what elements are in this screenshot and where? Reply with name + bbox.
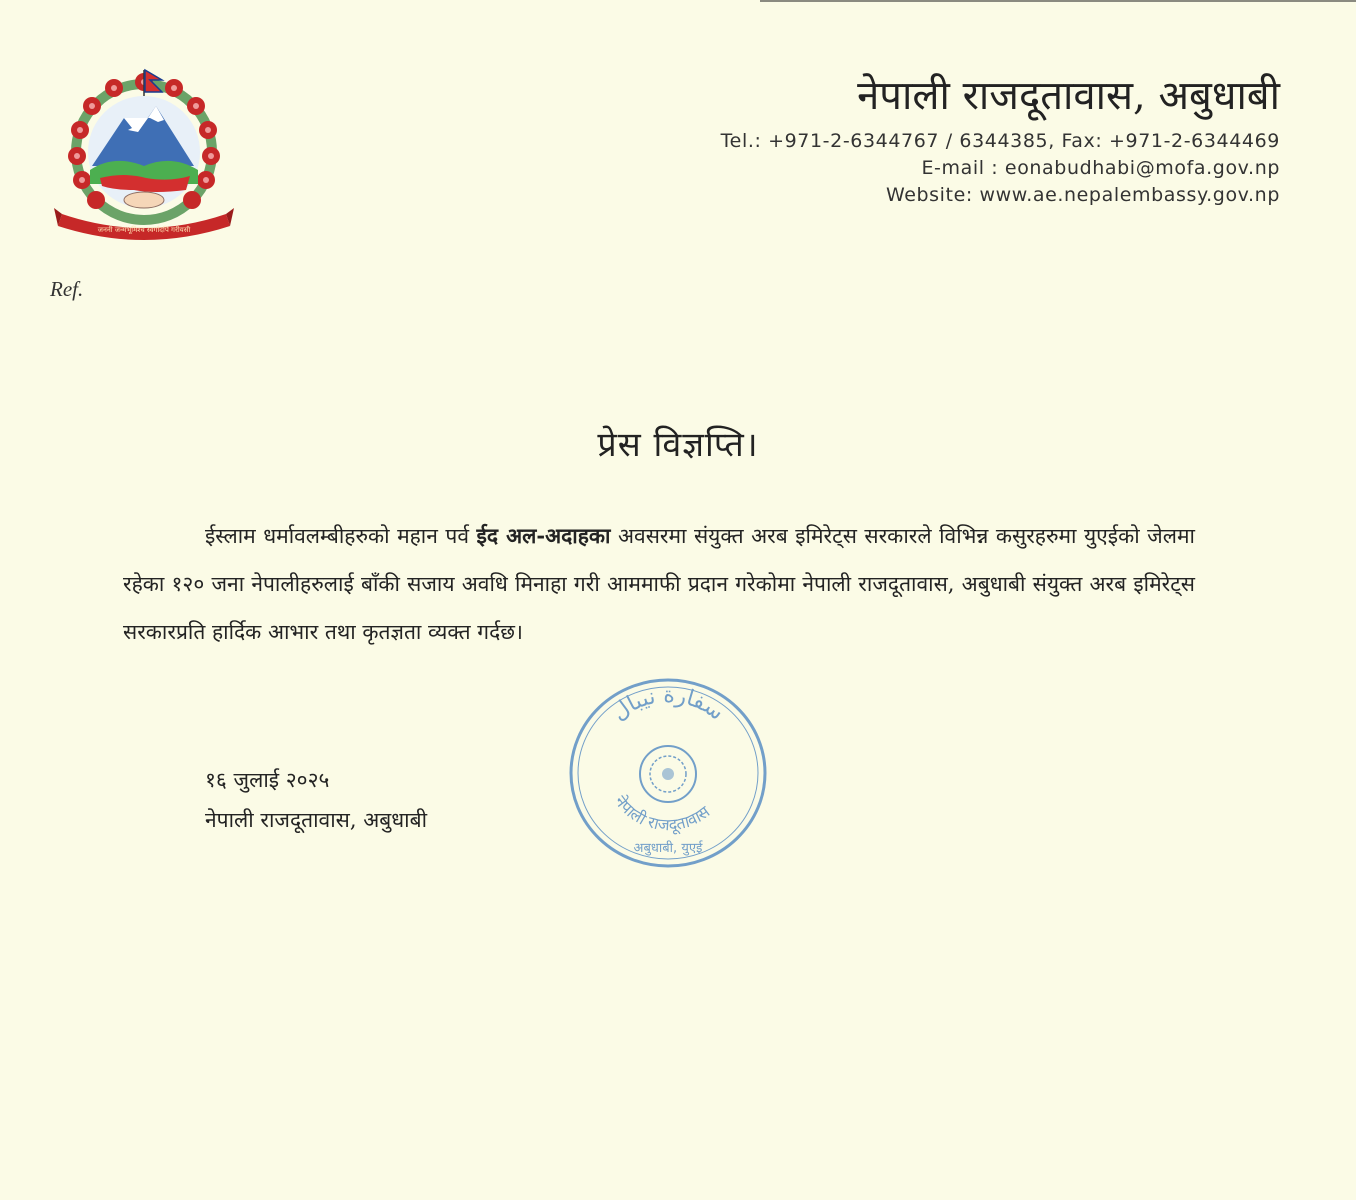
seal-arabic-text: سفارة نيبال: [607, 682, 729, 726]
release-date: १६ जुलाई २०२५: [205, 768, 330, 792]
body-part-1: ईस्लाम धर्मावलम्बीहरुको महान पर्व: [205, 524, 477, 548]
signature-block: [205, 760, 427, 840]
ref-label: Ref.: [50, 277, 84, 301]
press-release-body: [123, 512, 1195, 656]
letterhead: [720, 70, 1280, 209]
seal-nepali-text: नेपाली राजदूतावास: [610, 791, 714, 835]
body-bold-phrase: ईद अल-अदाहका: [476, 523, 611, 548]
embassy-seal-icon: [566, 674, 770, 872]
emblem-motto: जननी जन्मभूमिश्च स्वर्गादपि गरीयसी: [97, 226, 191, 234]
nepal-coat-of-arms-icon: [54, 66, 234, 248]
website-line: Website: www.ae.nepalembassy.gov.np: [885, 184, 1280, 206]
email-line: E-mail : eonabudhabi@mofa.gov.np: [921, 157, 1280, 179]
embassy-name: नेपाली राजदूतावास, अबुधाबी: [857, 73, 1280, 119]
seal-location-text: अबुधाबी, युएई: [633, 841, 703, 856]
top-rule: [760, 0, 1356, 2]
press-release-title: प्रेस विज्ञप्ति।: [597, 425, 759, 465]
tel-fax-line: Tel.: +971-2-6344767 / 6344385, Fax: +971-2-6344469: [720, 130, 1280, 152]
issuer-name: नेपाली राजदूतावास, अबुधाबी: [205, 808, 428, 832]
body-part-2: अवसरमा संयुक्त अरब इमिरेट्स सरकारले विभिन्न कसुरहरुमा युएईको जेलमा रहेका १२० जना नेपालीहरुलाई बाँकी सजाय अवधि मिनाहा गरी आममाफी प्रदान गरेकोमा नेपाली राजदूतावास, अबुधाबी संयुक्त अरब इमिरेट्स सरकारप्रति हार्दिक आभार तथा कृतज्ञता व्यक्त गर्दछ।: [123, 524, 1195, 644]
